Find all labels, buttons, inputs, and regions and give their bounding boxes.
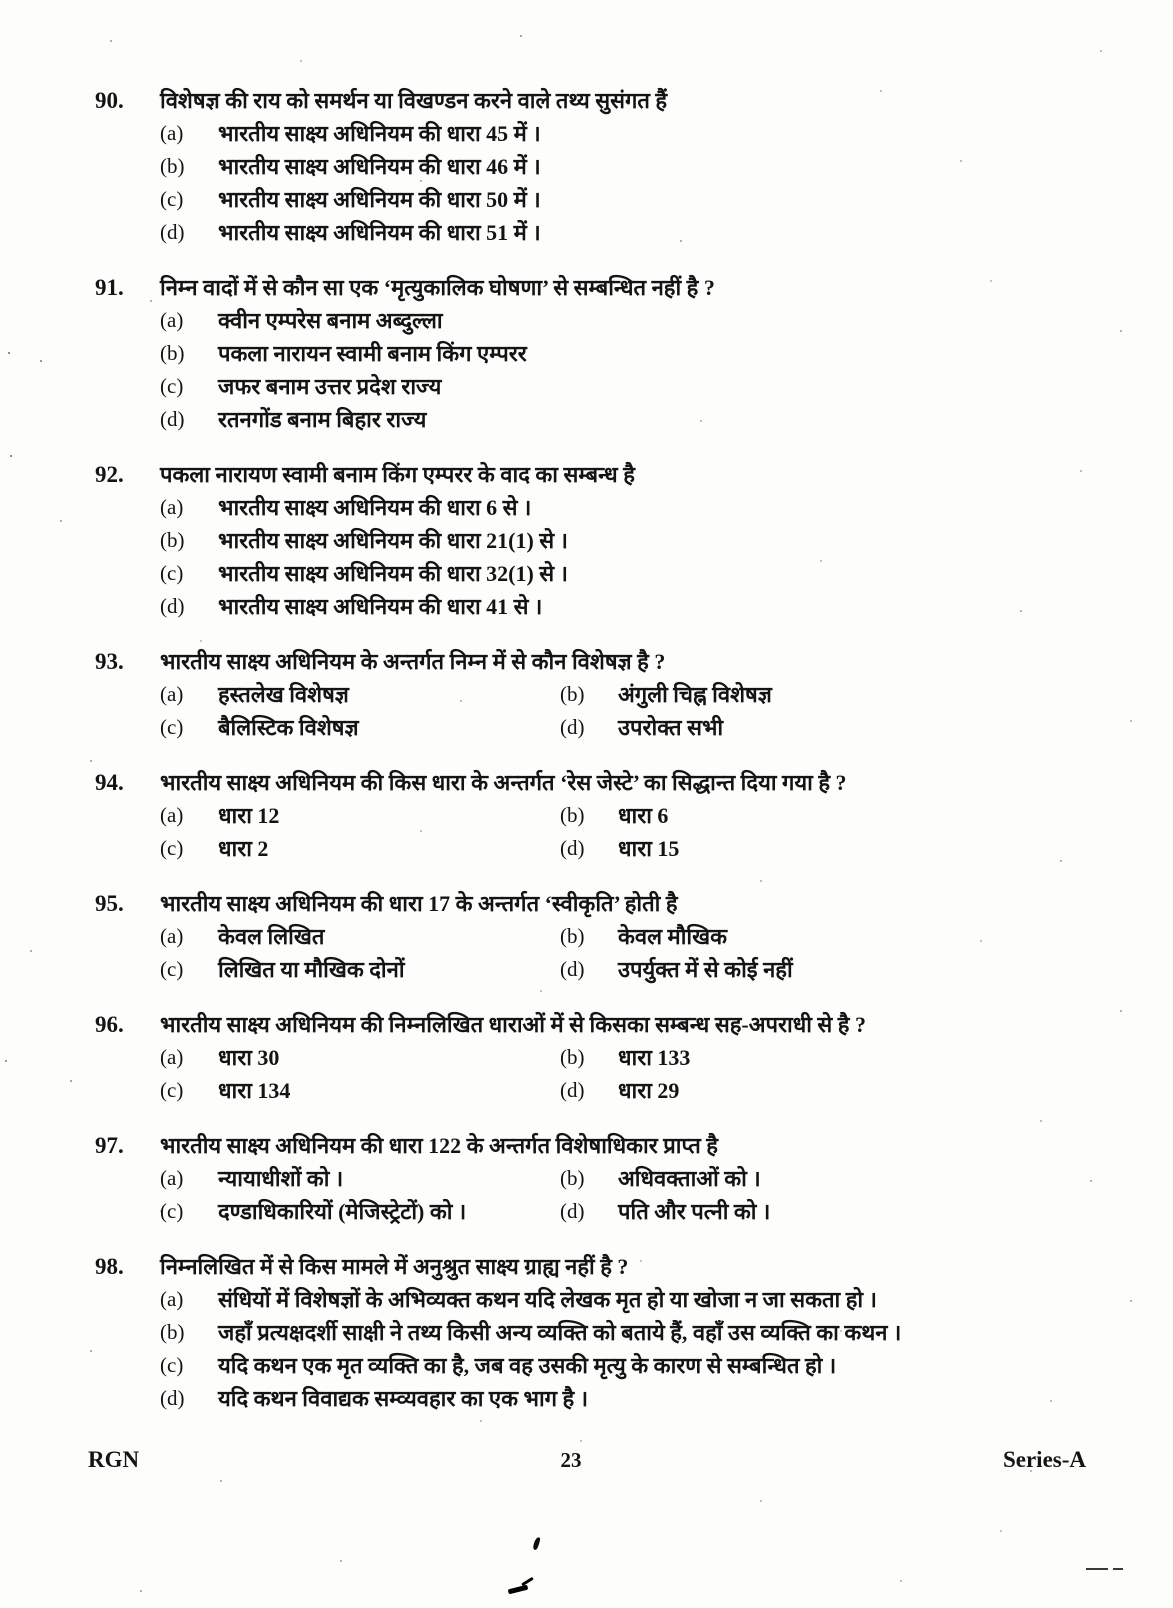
option-text: क्वीन एम्परेस बनाम अब्दुल्ला [218, 308, 443, 333]
option-c [160, 1074, 560, 1107]
option-text: जहाँ प्रत्यक्षदर्शी साक्षी ने तथ्य किसी अन्य व्यक्ति को बताये हैं, वहाँ उस व्यक्ति का कथन । [218, 1320, 902, 1345]
option-text: पकला नारायन स्वामी बनाम किंग एम्परर [218, 341, 527, 366]
series-label: Series-A [1002, 1447, 1086, 1472]
option-label: (c) [160, 1199, 184, 1223]
option-text: धारा 2 [218, 836, 269, 861]
option-text: अधिवक्ताओं को । [618, 1166, 761, 1191]
option-label: (b) [160, 154, 185, 178]
option-text: भारतीय साक्ष्य अधिनियम की धारा 50 में । [218, 187, 541, 212]
option-label: (c) [160, 561, 184, 585]
option-label: (b) [160, 1320, 185, 1344]
option-d [560, 711, 1113, 744]
question-text: निम्नलिखित में से किस मामले में अनुश्रुत साक्ष्य ग्राह्य नहीं है ? [160, 1254, 629, 1279]
question-number: 98. [95, 1254, 124, 1279]
option-text: लिखित या मौखिक दोनों [218, 957, 405, 982]
option-label: (c) [160, 1353, 184, 1377]
options-grid [160, 1041, 1113, 1107]
option-label: (a) [160, 495, 184, 519]
option-d [560, 1074, 1113, 1107]
question-number: 93. [95, 649, 124, 674]
option-label: (d) [560, 957, 585, 981]
option-c [160, 557, 1113, 590]
option-label: (d) [560, 836, 585, 860]
option-text: पति और पत्नी को । [618, 1199, 771, 1224]
question-90 [95, 84, 1113, 249]
option-d [160, 1382, 1113, 1415]
option-label: (b) [560, 1045, 585, 1069]
option-c [160, 183, 1113, 216]
option-text: भारतीय साक्ष्य अधिनियम की धारा 32(1) से । [218, 561, 569, 586]
option-d [560, 1195, 1113, 1228]
option-text: भारतीय साक्ष्य अधिनियम की धारा 21(1) से । [218, 528, 569, 553]
question-95 [95, 887, 1113, 986]
option-d [160, 403, 1113, 436]
page-footer [0, 1447, 1173, 1473]
option-text: धारा 6 [618, 803, 669, 828]
option-label: (c) [160, 1078, 184, 1102]
option-b [560, 1162, 1113, 1195]
option-label: (a) [160, 121, 184, 145]
option-b [560, 678, 1113, 711]
option-text: भारतीय साक्ष्य अधिनियम की धारा 46 में । [218, 154, 541, 179]
option-label: (a) [160, 682, 184, 706]
options-grid [160, 799, 1113, 865]
question-text: भारतीय साक्ष्य अधिनियम के अन्तर्गत निम्न में से कौन विशेषज्ञ है ? [160, 649, 666, 674]
options-grid [160, 1162, 1113, 1228]
option-text: उपरोक्त सभी [618, 715, 724, 740]
option-text: अंगुली चिह्न विशेषज्ञ [618, 682, 772, 707]
question-number: 91. [95, 275, 124, 300]
option-text: भारतीय साक्ष्य अधिनियम की धारा 41 से । [218, 594, 543, 619]
option-text: धारा 12 [218, 803, 280, 828]
option-label: (a) [160, 924, 184, 948]
option-label: (d) [560, 1078, 585, 1102]
options-list [160, 491, 1113, 623]
option-label: (b) [560, 803, 585, 827]
option-text: बैलिस्टिक विशेषज्ञ [218, 715, 359, 740]
option-label: (a) [160, 1287, 184, 1311]
option-label: (b) [160, 528, 185, 552]
option-text: धारा 134 [218, 1078, 291, 1103]
option-label: (c) [160, 836, 184, 860]
option-text: धारा 29 [618, 1078, 680, 1103]
question-text: विशेषज्ञ की राय को समर्थन या विखण्डन करने वाले तथ्य सुसंगत हैं [160, 88, 668, 113]
option-a [160, 117, 1113, 150]
option-b [160, 150, 1113, 183]
options-grid [160, 678, 1113, 744]
option-text: यदि कथन एक मृत व्यक्ति का है, जब वह उसकी मृत्यु के कारण से सम्बन्धित हो । [218, 1353, 837, 1378]
option-label: (a) [160, 1166, 184, 1190]
options-list [160, 1283, 1113, 1415]
option-text: भारतीय साक्ष्य अधिनियम की धारा 45 में । [218, 121, 541, 146]
options-list [160, 304, 1113, 436]
option-text: केवल लिखित [218, 924, 325, 949]
option-b [160, 524, 1113, 557]
option-a [160, 304, 1113, 337]
option-a [160, 1283, 1113, 1316]
option-text: न्यायाधीशों को । [218, 1166, 344, 1191]
question-text: निम्न वादों में से कौन सा एक ‘मृत्युकालिक घोषणा’ से सम्बन्धित नहीं है ? [160, 275, 715, 300]
question-93 [95, 645, 1113, 744]
option-text: दण्डाधिकारियों (मेजिस्ट्रेटों) को । [218, 1199, 467, 1224]
option-d [560, 832, 1113, 865]
option-label: (b) [160, 341, 185, 365]
option-label: (a) [160, 803, 184, 827]
options-grid [160, 920, 1113, 986]
question-number: 96. [95, 1012, 124, 1037]
option-a [160, 678, 560, 711]
option-text: केवल मौखिक [618, 924, 727, 949]
option-label: (a) [160, 1045, 184, 1069]
option-c [160, 711, 560, 744]
option-c [160, 953, 560, 986]
option-text: संधियों में विशेषज्ञों के अभिव्यक्त कथन यदि लेखक मृत हो या खोजा न जा सकता हो । [218, 1287, 877, 1312]
ink-smudge-mark [508, 1580, 542, 1596]
ink-comma-mark [532, 1537, 540, 1551]
question-98 [95, 1250, 1113, 1415]
question-96 [95, 1008, 1113, 1107]
option-label: (b) [560, 1166, 585, 1190]
option-label: (d) [560, 715, 585, 739]
option-label: (c) [160, 374, 184, 398]
question-91 [95, 271, 1113, 436]
question-text: पकला नारायण स्वामी बनाम किंग एम्परर के वाद का सम्बन्ध है [160, 462, 635, 487]
option-label: (d) [160, 594, 185, 618]
question-97 [95, 1129, 1113, 1228]
option-label: (d) [160, 1386, 185, 1410]
option-d [560, 953, 1113, 986]
ink-dash-mark [1113, 1568, 1123, 1570]
page-number: 23 [560, 1448, 582, 1472]
question-text: भारतीय साक्ष्य अधिनियम की धारा 17 के अन्तर्गत ‘स्वीकृति’ होती है [160, 891, 678, 916]
option-b [160, 1316, 1113, 1349]
option-d [160, 216, 1113, 249]
option-text: रतनगोंड बनाम बिहार राज्य [218, 407, 427, 432]
question-text: भारतीय साक्ष्य अधिनियम की किस धारा के अन्तर्गत ‘रेस जेस्टे’ का सिद्धान्त दिया गया है ? [160, 770, 847, 795]
question-text: भारतीय साक्ष्य अधिनियम की धारा 122 के अन्तर्गत विशेषाधिकार प्राप्त है [160, 1133, 718, 1158]
option-b [160, 337, 1113, 370]
option-label: (c) [160, 715, 184, 739]
option-text: धारा 133 [618, 1045, 691, 1070]
option-text: धारा 30 [218, 1045, 280, 1070]
option-a [160, 920, 560, 953]
question-number: 95. [95, 891, 124, 916]
option-text: भारतीय साक्ष्य अधिनियम की धारा 6 से । [218, 495, 532, 520]
ink-dash-mark [1086, 1568, 1108, 1570]
exam-code: RGN [88, 1447, 140, 1472]
option-c [160, 1195, 560, 1228]
option-d [160, 590, 1113, 623]
question-number: 97. [95, 1133, 124, 1158]
question-number: 92. [95, 462, 124, 487]
option-text: उपर्युक्त में से कोई नहीं [618, 957, 793, 982]
question-text: भारतीय साक्ष्य अधिनियम की निम्नलिखित धाराओं में से किसका सम्बन्ध सह-अपराधी से है ? [160, 1012, 866, 1037]
option-a [160, 799, 560, 832]
option-c [160, 1349, 1113, 1382]
option-label: (d) [160, 407, 185, 431]
option-b [560, 799, 1113, 832]
option-label: (d) [160, 220, 185, 244]
option-a [160, 1162, 560, 1195]
option-text: जफर बनाम उत्तर प्रदेश राज्य [218, 374, 442, 399]
option-b [560, 1041, 1113, 1074]
option-label: (a) [160, 308, 184, 332]
option-text: यदि कथन विवाद्यक सम्व्यवहार का एक भाग है । [218, 1386, 589, 1411]
options-list [160, 117, 1113, 249]
option-c [160, 832, 560, 865]
question-number: 90. [95, 88, 124, 113]
option-b [560, 920, 1113, 953]
option-label: (d) [560, 1199, 585, 1223]
option-label: (c) [160, 187, 184, 211]
question-94 [95, 766, 1113, 865]
option-text: हस्तलेख विशेषज्ञ [218, 682, 349, 707]
option-a [160, 491, 1113, 524]
question-number: 94. [95, 770, 124, 795]
option-a [160, 1041, 560, 1074]
question-92 [95, 458, 1113, 623]
option-text: धारा 15 [618, 836, 680, 861]
option-label: (c) [160, 957, 184, 981]
option-label: (b) [560, 682, 585, 706]
option-label: (b) [560, 924, 585, 948]
option-c [160, 370, 1113, 403]
option-text: भारतीय साक्ष्य अधिनियम की धारा 51 में । [218, 220, 541, 245]
